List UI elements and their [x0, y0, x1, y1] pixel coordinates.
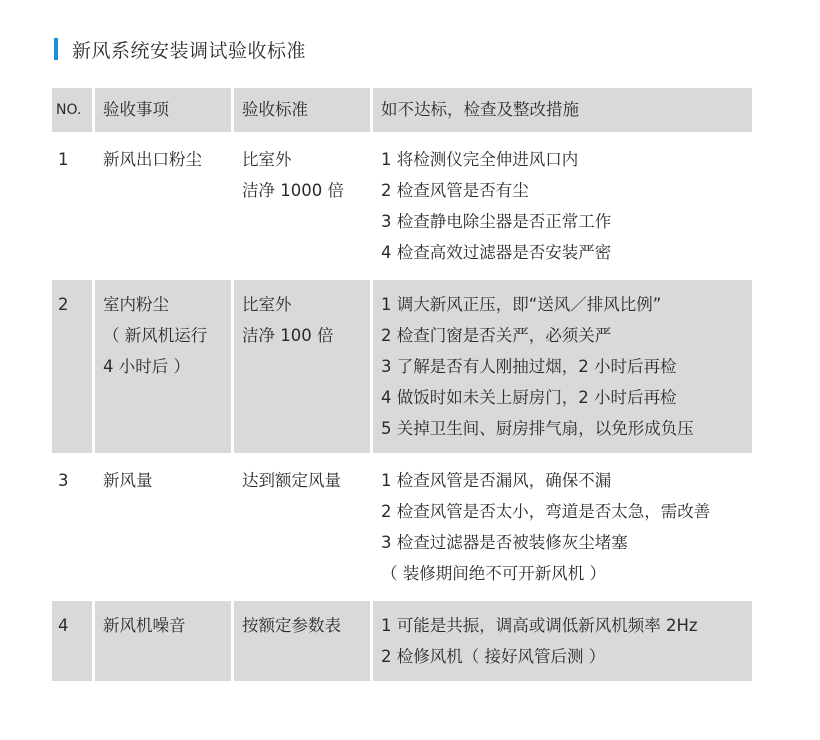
page-title-block — [54, 36, 306, 62]
table-row — [52, 601, 752, 681]
measure-item: 5 关掉卫生间、厨房排气扇，以免形成负压 — [381, 419, 694, 438]
measure-item: 1 将检测仪完全伸进风口内 — [381, 150, 579, 169]
cell-text: 洁净 100 倍 — [242, 326, 334, 345]
measure-item: 2 检查风管是否太小，弯道是否太急，需改善 — [381, 502, 711, 521]
table-header-row — [52, 88, 752, 132]
cell-text: 比室外 — [242, 150, 292, 169]
header-measures: 如不达标，检查及整改措施 — [373, 88, 752, 132]
cell-standard — [234, 135, 370, 277]
cell-no: 2 — [52, 280, 92, 453]
measure-item: 1 调大新风正压，即“送风／排风比例” — [381, 295, 662, 314]
cell-no: 1 — [52, 135, 92, 277]
measure-item: 4 检查高效过滤器是否安装严密 — [381, 243, 612, 262]
cell-text: 达到额定风量 — [242, 471, 341, 490]
cell-item — [95, 456, 231, 598]
measure-item: 2 检查门窗是否关严，必须关严 — [381, 326, 612, 345]
measure-item: （ 装修期间绝不可开新风机 ） — [381, 564, 606, 583]
cell-text: 新风机噪音 — [103, 616, 186, 635]
cell-item — [95, 601, 231, 681]
title-accent-bar — [54, 38, 58, 60]
cell-text: 室内粉尘 — [103, 295, 169, 314]
table-row — [52, 456, 752, 598]
measure-item: 1 检查风管是否漏风，确保不漏 — [381, 471, 612, 490]
cell-text: 新风出口粉尘 — [103, 150, 202, 169]
table-row — [52, 280, 752, 453]
measure-item: 2 检修风机（ 接好风管后测 ） — [381, 647, 606, 666]
cell-measures — [373, 280, 752, 453]
cell-no: 3 — [52, 456, 92, 598]
cell-standard — [234, 601, 370, 681]
measure-item: 3 了解是否有人刚抽过烟，2 小时后再检 — [381, 357, 677, 376]
measure-item: 4 做饭时如未关上厨房门，2 小时后再检 — [381, 388, 677, 407]
measure-item: 2 检查风管是否有尘 — [381, 181, 529, 200]
cell-item — [95, 135, 231, 277]
measure-item: 1 可能是共振，调高或调低新风机频率 2Hz — [381, 616, 698, 635]
cell-text: 按额定参数表 — [242, 616, 341, 635]
cell-standard — [234, 280, 370, 453]
cell-item — [95, 280, 231, 453]
cell-measures — [373, 135, 752, 277]
cell-no: 4 — [52, 601, 92, 681]
acceptance-table — [49, 85, 755, 684]
header-no: NO. — [52, 88, 92, 132]
cell-text: （ 新风机运行 — [103, 326, 208, 345]
measure-item: 3 检查静电除尘器是否正常工作 — [381, 212, 612, 231]
cell-standard — [234, 456, 370, 598]
table-row — [52, 135, 752, 277]
header-standard: 验收标准 — [234, 88, 370, 132]
cell-measures — [373, 601, 752, 681]
cell-text: 4 小时后 ） — [103, 357, 190, 376]
header-item: 验收事项 — [95, 88, 231, 132]
cell-text: 洁净 1000 倍 — [242, 181, 344, 200]
cell-text: 新风量 — [103, 471, 153, 490]
cell-measures — [373, 456, 752, 598]
cell-text: 比室外 — [242, 295, 292, 314]
measure-item: 3 检查过滤器是否被装修灰尘堵塞 — [381, 533, 628, 552]
page-title: 新风系统安装调试验收标准 — [72, 39, 307, 62]
